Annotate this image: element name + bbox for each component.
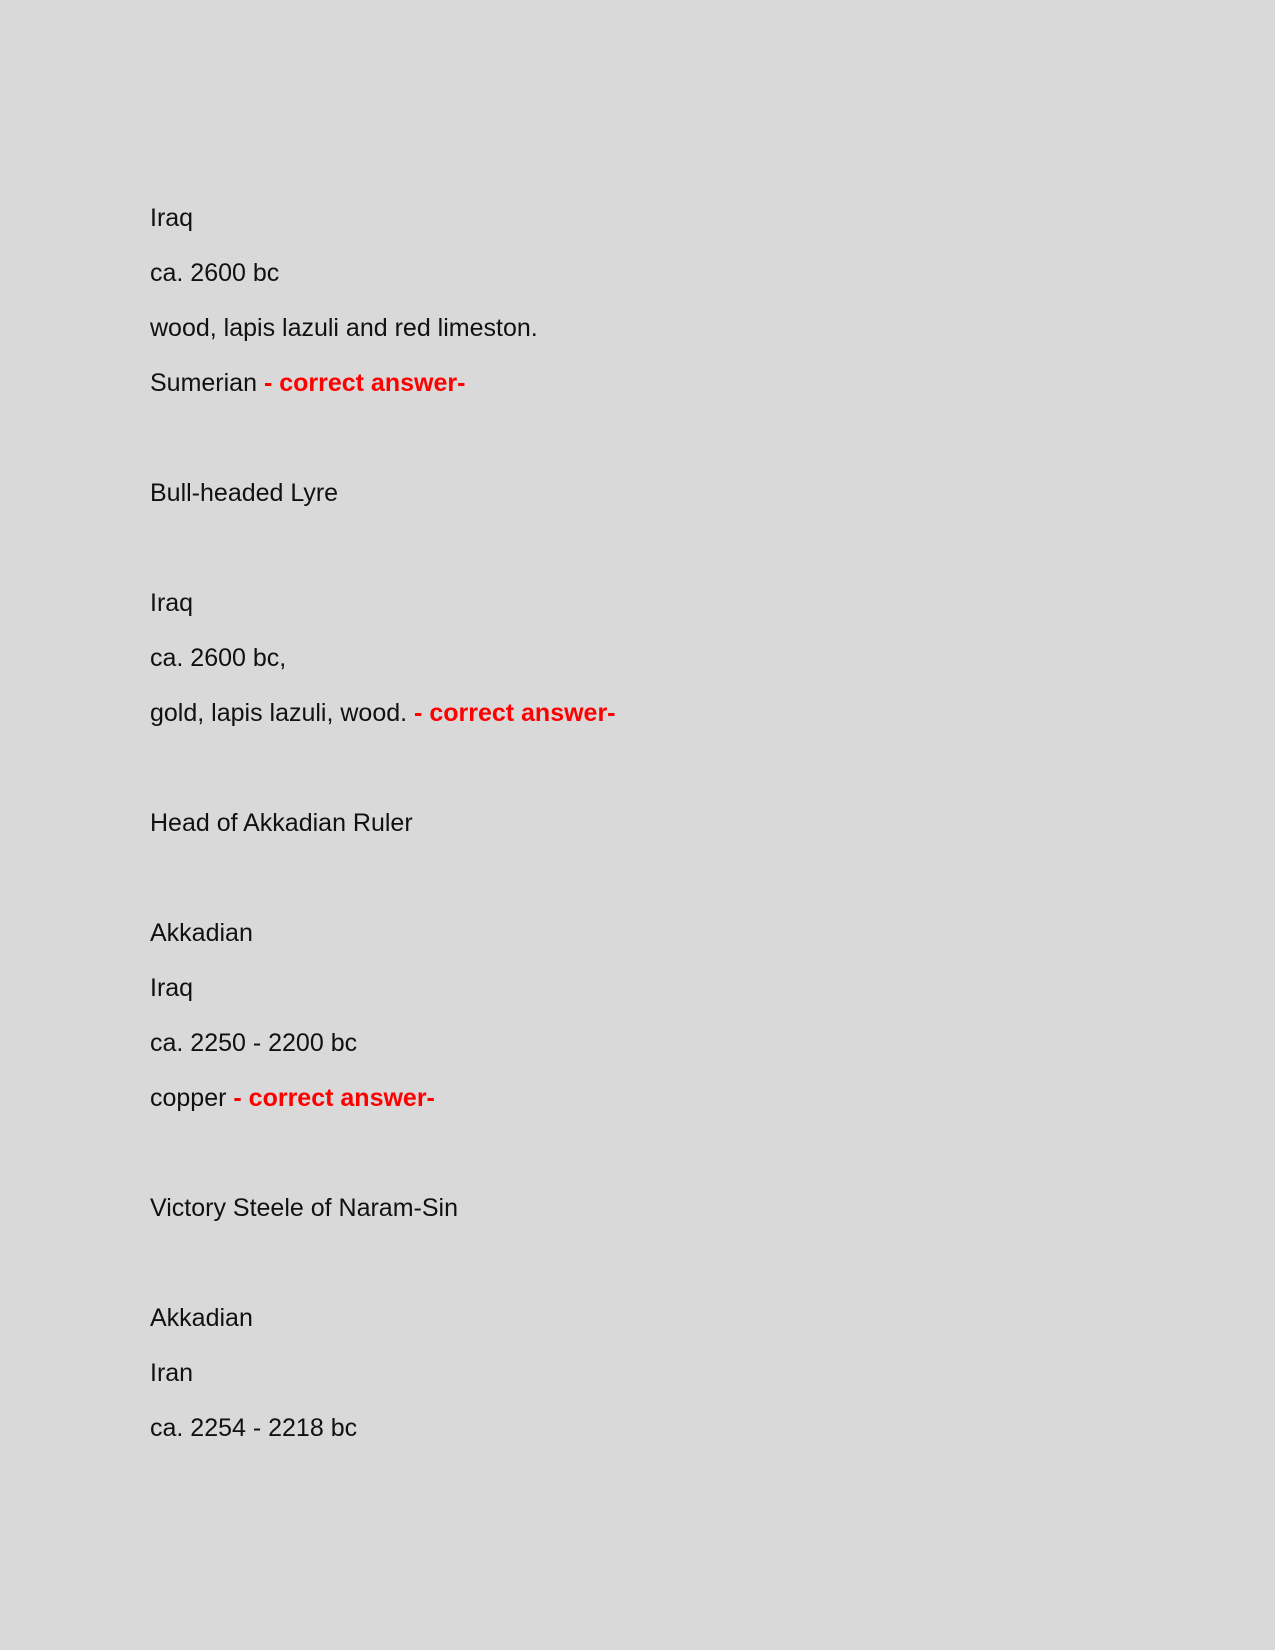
correct-answer-marker: - correct answer- — [233, 1084, 435, 1112]
line-text: ca. 2600 bc, — [150, 644, 287, 672]
line-text: Iraq — [150, 589, 194, 617]
text-line — [150, 1358, 1150, 1388]
paragraph-gap — [150, 1138, 1150, 1168]
line-text: wood, lapis lazuli and red limeston. — [150, 314, 538, 342]
text-line — [150, 1028, 1150, 1058]
paragraph-gap — [150, 753, 1150, 783]
artwork-title — [150, 478, 1150, 508]
correct-answer-marker: - correct answer- — [263, 369, 466, 397]
text-line — [150, 313, 1150, 343]
text-line — [150, 643, 1150, 673]
text-line — [150, 368, 1150, 398]
line-text: ca. 2254 - 2218 bc — [150, 1414, 358, 1442]
line-text: Akkadian — [150, 1304, 253, 1332]
line-text: Head of Akkadian Ruler — [150, 809, 413, 837]
correct-answer-marker: - correct answer- — [414, 699, 616, 727]
text-line — [150, 973, 1150, 1003]
line-text: Akkadian — [150, 919, 253, 947]
line-text: Iran — [150, 1359, 194, 1387]
text-line — [150, 698, 1150, 728]
line-text: Victory Steele of Naram-Sin — [150, 1194, 458, 1222]
line-text: ca. 2600 bc — [150, 259, 280, 287]
text-line — [150, 203, 1150, 233]
text-line — [150, 1303, 1150, 1333]
artwork-title — [150, 1193, 1150, 1223]
paragraph-gap — [150, 1248, 1150, 1278]
paragraph-gap — [150, 533, 1150, 563]
line-text: Iraq — [150, 204, 194, 232]
artwork-title — [150, 808, 1150, 838]
line-text: Bull-headed Lyre — [150, 479, 339, 507]
text-line — [150, 918, 1150, 948]
text-line — [150, 258, 1150, 288]
line-text: Iraq — [150, 974, 194, 1002]
text-line — [150, 1083, 1150, 1113]
text-line — [150, 588, 1150, 618]
document-body — [150, 203, 1150, 1468]
line-text: Sumerian — [150, 369, 257, 397]
line-text: ca. 2250 - 2200 bc — [150, 1029, 358, 1057]
line-text: gold, lapis lazuli, wood. — [150, 699, 408, 727]
paragraph-gap — [150, 863, 1150, 893]
text-line — [150, 1413, 1150, 1443]
paragraph-gap — [150, 423, 1150, 453]
line-text: copper — [150, 1084, 227, 1112]
